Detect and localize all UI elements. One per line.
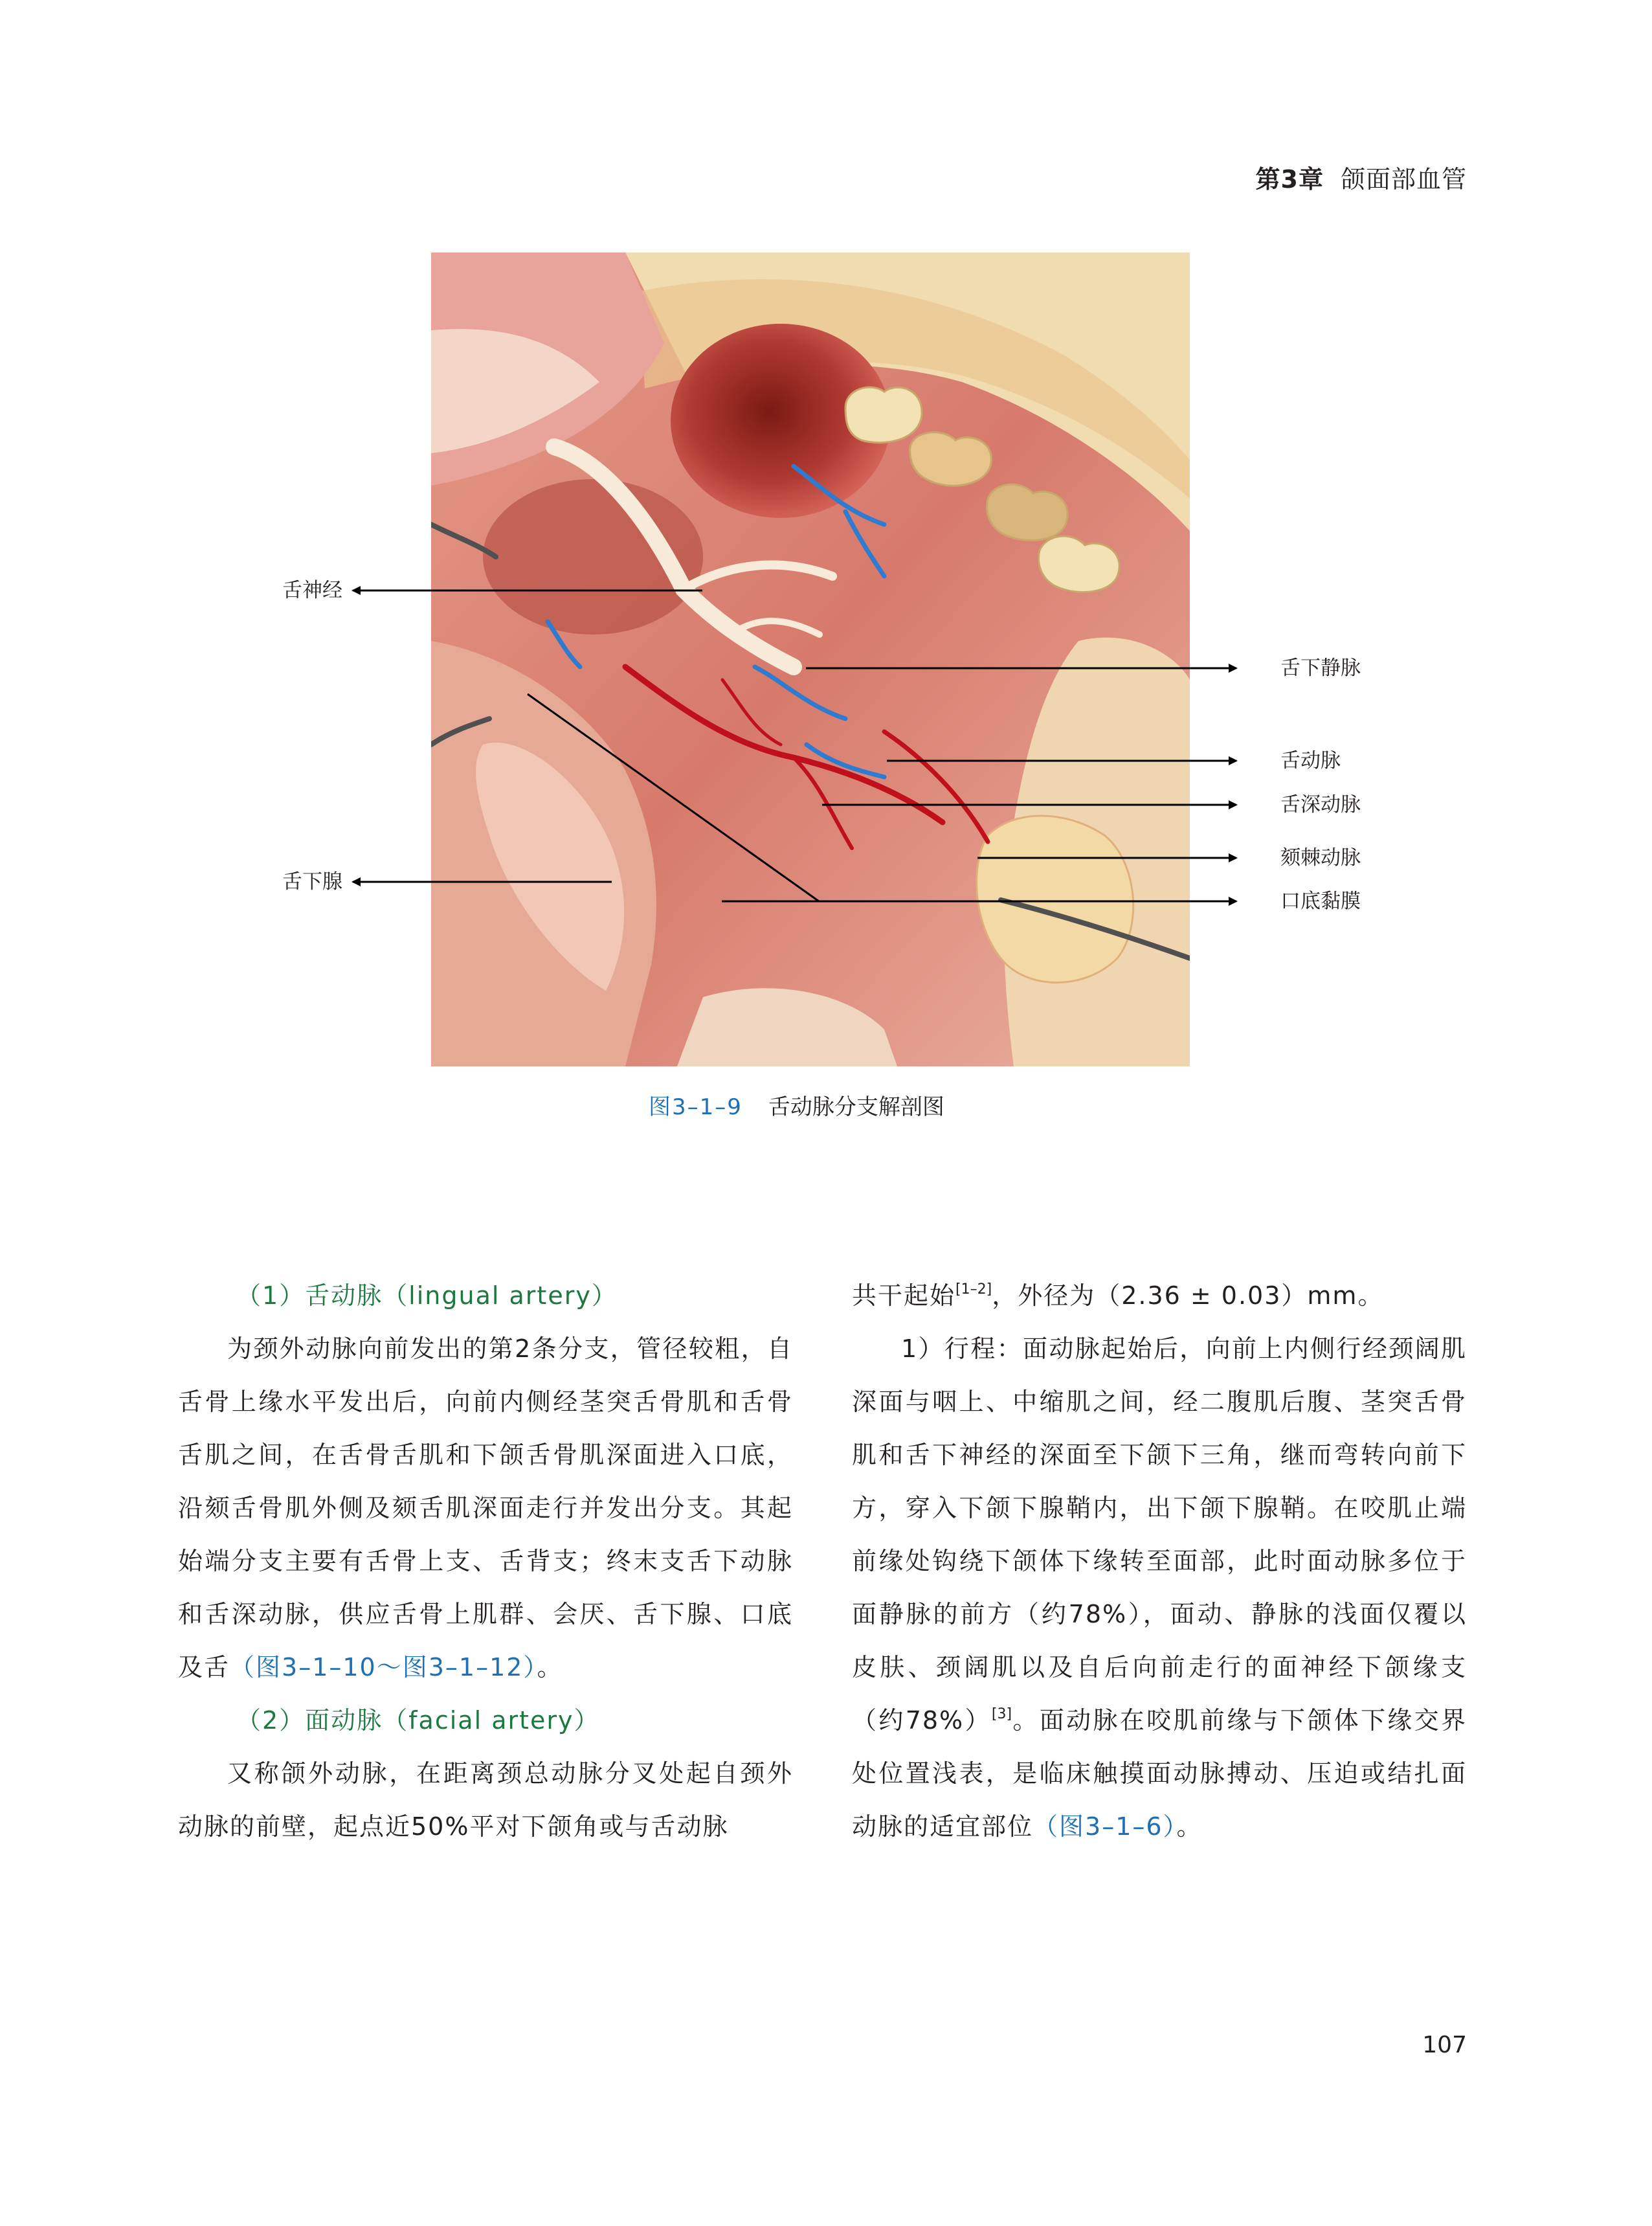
section-heading-facial: （2）面动脉（facial artery） bbox=[236, 1706, 600, 1735]
paragraph-lingual-text: 为颈外动脉向前发出的第2条分支，管径较粗，自舌骨上缘水平发出后，向前内侧经茎突舌骨肌和舌骨舌肌之间，在舌骨舌肌和下颌舌骨肌深面进入口底，沿颏舌骨肌外侧及颏舌肌深面走行并发出分支。其起始端分支主要有舌骨上支、舌背支；终末支舌下动脉和舌深动脉，供应舌骨上肌群、会厌、舌下腺、口底及舌 bbox=[178, 1334, 793, 1681]
label-lingual-nerve: 舌神经 bbox=[282, 579, 342, 602]
right-column bbox=[852, 1269, 1467, 1853]
left-column bbox=[178, 1269, 793, 1853]
paragraph-end-mark: 。 bbox=[1176, 1812, 1203, 1841]
paragraph-end-mark: 。 bbox=[537, 1653, 563, 1681]
label-submental-artery: 颏棘动脉 bbox=[1280, 846, 1361, 870]
citation-superscript[interactable]: [3] bbox=[991, 1706, 1012, 1722]
label-floor-mucosa: 口底黏膜 bbox=[1280, 890, 1361, 913]
course-text-mid: 。面动脉在咬肌前缘与下颌体下缘交界处位置浅表，是临床触摸面动脉搏动、压迫或结扎面动脉的适宜部位 bbox=[852, 1706, 1467, 1841]
paragraph-continuation bbox=[852, 1269, 1467, 1322]
figure-reference-link[interactable]: （图3–1–10～图3–1–12） bbox=[230, 1653, 537, 1681]
citation-superscript[interactable]: [1–2] bbox=[955, 1281, 992, 1298]
paragraph-facial: 又称颌外动脉，在距离颈总动脉分叉处起自颈外动脉的前壁，起点近50%平对下颌角或与舌动脉 bbox=[178, 1759, 793, 1841]
label-lingual-artery: 舌动脉 bbox=[1280, 749, 1341, 772]
label-deep-lingual-artery: 舌深动脉 bbox=[1280, 793, 1361, 816]
label-sublingual-gland: 舌下腺 bbox=[282, 870, 342, 894]
paragraph-lingual bbox=[178, 1322, 793, 1694]
label-sublingual-vein: 舌下静脉 bbox=[1280, 657, 1361, 680]
continuation-text: 共干起始 bbox=[852, 1281, 956, 1310]
chapter-title: 颌面部血管 bbox=[1340, 165, 1467, 194]
course-text: 1）行程：面动脉起始后，向前上内侧行经颈阔肌深面与咽上、中缩肌之间，经二腹肌后腹、茎突舌骨肌和舌下神经的深面至下颌下三角，继而弯转向前下方，穿入下颌下腺鞘内，出下颌下腺鞘。在咬肌止端前缘处钩绕下颌体下缘转至面部，此时面动脉多位于面静脉的前方（约78%），面动、静脉的浅面仅覆以皮肤、颈阔肌以及自后向前走行的面神经下颌缘支（约78%） bbox=[852, 1334, 1467, 1735]
section-heading-lingual: （1）舌动脉（lingual artery） bbox=[236, 1281, 618, 1310]
figure-caption bbox=[649, 1089, 944, 1121]
caption-number: 图3–1–9 bbox=[649, 1094, 742, 1120]
figure-reference-link[interactable]: （图3–1–6） bbox=[1033, 1812, 1177, 1841]
caption-title: 舌动脉分支解剖图 bbox=[768, 1094, 944, 1120]
paragraph-course bbox=[852, 1322, 1467, 1853]
continuation-text-end: ，外径为（2.36 ± 0.03）mm。 bbox=[992, 1281, 1384, 1310]
chapter-number: 第3章 bbox=[1255, 165, 1324, 194]
page-number: 107 bbox=[1422, 2032, 1467, 2058]
